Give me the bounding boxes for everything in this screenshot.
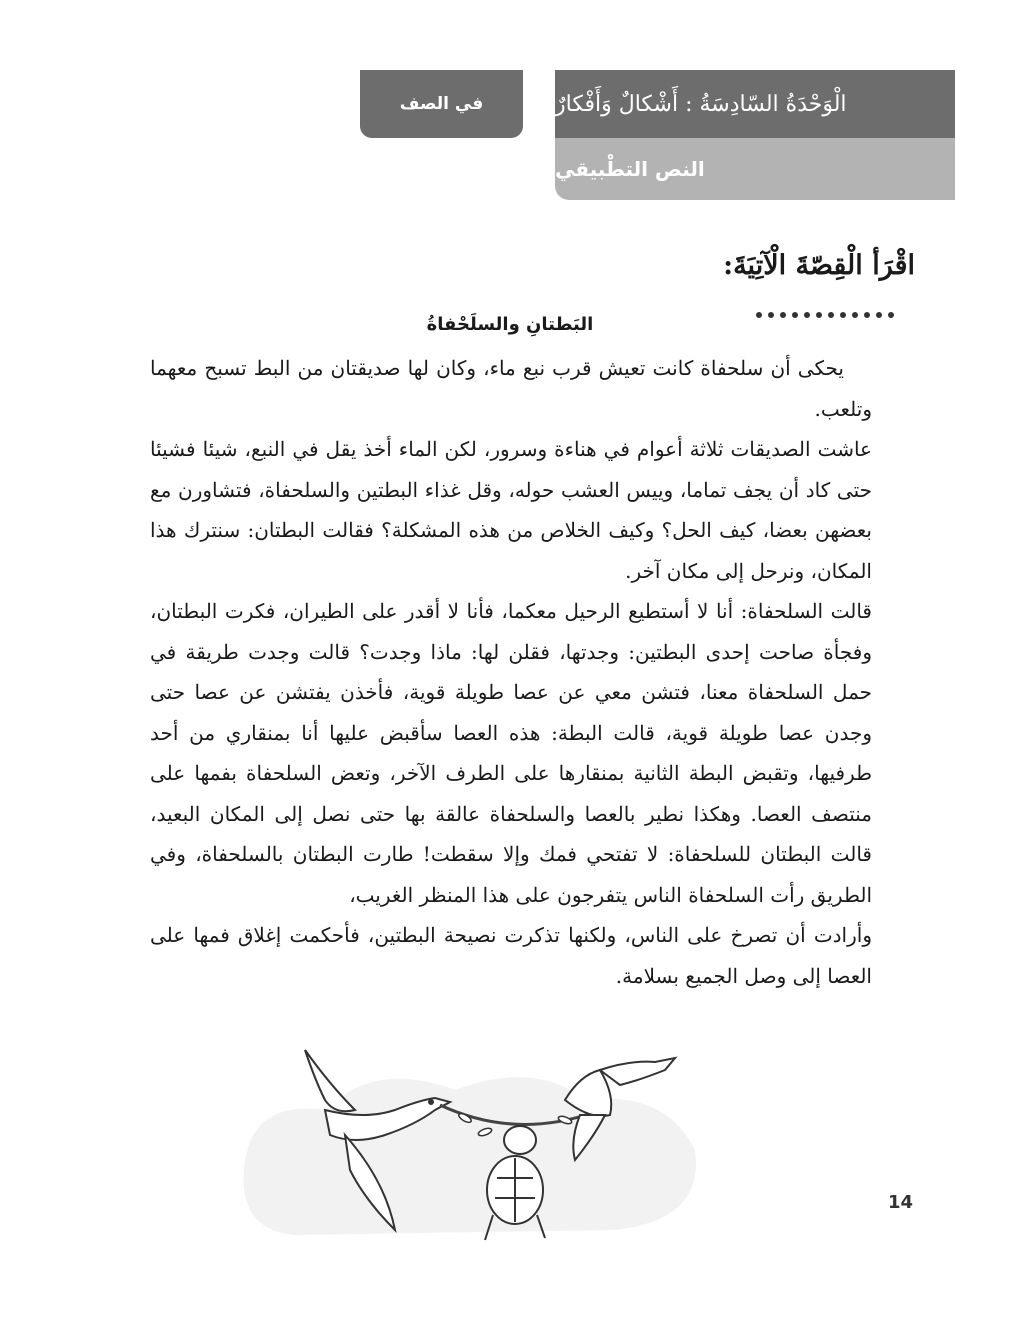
story-paragraph: وأرادت أن تصرخ على الناس، ولكنها تذكرت نصيحة البطتين، فأحكمت إغلاق فمها على العصا إلى وصل الجميع بسلامة. — [150, 923, 872, 988]
story-body — [150, 348, 872, 996]
section-label-bar — [555, 138, 955, 200]
story-title: البَطتانِ والسلَحْفاةُ — [426, 314, 594, 335]
section-label: النص التطْبيقي — [555, 157, 705, 181]
story-paragraph: عاشت الصديقات ثلاثة أعوام في هناءة وسرور، لكن الماء أخذ يقل في النبع، شيئا فشيئا حتى كاد أن يجف تماما، وييس العشب حوله، وقل غذاء البطتين والسلحفاة، فتشاورن مع بعضهن بعضا، كيف الحل؟ وكيف الخلاص من هذه المشكلة؟ فقالت البطتان: سنترك هذا المكان، ونرحل إلى مكان آخر. — [150, 437, 872, 583]
unit-title-bar — [555, 70, 955, 138]
in-class-label: في الصف — [399, 94, 484, 114]
dotted-divider — [756, 312, 894, 318]
ducks-turtle-illustration — [235, 1040, 715, 1250]
story-paragraph: يحكى أن سلحفاة كانت تعيش قرب نبع ماء، وكان لها صديقتان من البط تسبح معهما وتلعب. — [150, 356, 872, 421]
unit-title: الْوَحْدَةُ السّادِسَةُ : أَشْكالٌ وَأَفْكارٌ — [555, 91, 847, 117]
page-number: 14 — [888, 1192, 914, 1213]
unit-header — [555, 70, 955, 200]
story-paragraph: قالت السلحفاة: أنا لا أستطيع الرحيل معكما، فأنا لا أقدر على الطيران، فكرت البطتان، وفجأة صاحت إحدى البطتين: وجدتها، فقلن لها: ماذا وجدت؟ قالت وجدت طريقة في حمل السلحفاة معنا، فتشن معي عن عصا طويلة قوية، فأخذن يفتشن عن عصا حتى وجدن عصا طويلة قوية، قالت البطة: هذه العصا سأقبض عليها أنا بمنقاري من أحد طرفيها، وتقبض البطة الثانية بمنقارها على الطرف الآخر، وتعض السلحفاة بفمها على منتصف العصا. وهكذا نطير بالعصا والسلحفاة عالقة بها حتى نصل إلى المكان البعيد، قالت البطتان للسلحفاة: لا تفتحي فمك وإلا سقطت! طارت البطتان بالسلحفاة، وفي الطريق رأت السلحفاة الناس يتفرجون على هذا المنظر الغريب، — [150, 599, 872, 907]
in-class-tab — [360, 70, 523, 138]
reading-instruction: اقْرَأ الْقِصّةَ الْآتِيَةَ: — [723, 250, 915, 281]
